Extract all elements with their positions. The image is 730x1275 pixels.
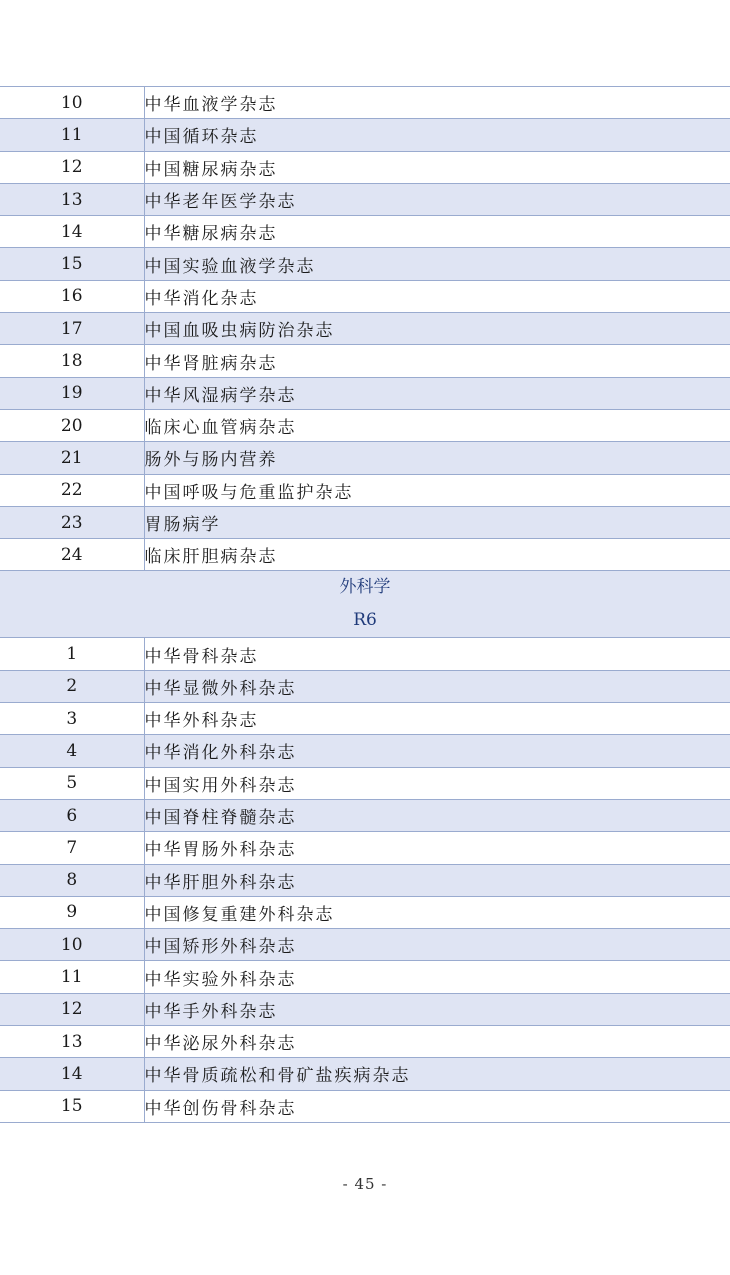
internal-medicine-rows	[0, 87, 730, 571]
journal-name: 临床肝胆病杂志	[144, 539, 730, 571]
table-row	[0, 961, 730, 993]
table-row	[0, 119, 730, 151]
journal-name: 中国修复重建外科杂志	[144, 896, 730, 928]
journal-name: 中华风湿病学杂志	[144, 377, 730, 409]
table-row	[0, 506, 730, 538]
table-row	[0, 1090, 730, 1122]
table-row	[0, 896, 730, 928]
row-number: 12	[0, 151, 144, 183]
table-row	[0, 87, 730, 119]
table-row	[0, 1058, 730, 1090]
journal-name: 临床心血管病杂志	[144, 409, 730, 441]
journal-name: 中国矫形外科杂志	[144, 929, 730, 961]
row-number: 15	[0, 248, 144, 280]
table-row	[0, 1026, 730, 1058]
row-number: 2	[0, 670, 144, 702]
row-number: 22	[0, 474, 144, 506]
row-number: 10	[0, 87, 144, 119]
section-header	[0, 571, 730, 638]
table-row	[0, 280, 730, 312]
journal-name: 中国循环杂志	[144, 119, 730, 151]
row-number: 4	[0, 735, 144, 767]
page-number: - 45 -	[342, 1175, 388, 1193]
table-row	[0, 993, 730, 1025]
journal-name: 中华显微外科杂志	[144, 670, 730, 702]
row-number: 10	[0, 929, 144, 961]
table-row	[0, 313, 730, 345]
row-number: 12	[0, 993, 144, 1025]
journal-name: 中华骨质疏松和骨矿盐疾病杂志	[144, 1058, 730, 1090]
row-number: 17	[0, 313, 144, 345]
row-number: 21	[0, 442, 144, 474]
row-number: 18	[0, 345, 144, 377]
row-number: 23	[0, 506, 144, 538]
row-number: 3	[0, 703, 144, 735]
row-number: 11	[0, 119, 144, 151]
table-row	[0, 767, 730, 799]
table-row	[0, 377, 730, 409]
row-number: 14	[0, 1058, 144, 1090]
table-row	[0, 216, 730, 248]
journal-name: 中华实验外科杂志	[144, 961, 730, 993]
table-row	[0, 442, 730, 474]
table-row	[0, 799, 730, 831]
table-row	[0, 183, 730, 215]
journal-name: 中华骨科杂志	[144, 638, 730, 670]
row-number: 13	[0, 1026, 144, 1058]
row-number: 5	[0, 767, 144, 799]
row-number: 24	[0, 539, 144, 571]
table-row	[0, 638, 730, 670]
table-row	[0, 539, 730, 571]
row-number: 11	[0, 961, 144, 993]
surgery-rows	[0, 638, 730, 1122]
table-row	[0, 474, 730, 506]
row-number: 19	[0, 377, 144, 409]
journal-name: 中国实验血液学杂志	[144, 248, 730, 280]
table-row	[0, 703, 730, 735]
journal-name: 中国脊柱脊髓杂志	[144, 799, 730, 831]
journal-name: 中华消化杂志	[144, 280, 730, 312]
journal-table	[0, 86, 730, 1123]
row-number: 9	[0, 896, 144, 928]
section-code: R6	[353, 610, 377, 631]
journal-name: 中华肾脏病杂志	[144, 345, 730, 377]
journal-name: 中华外科杂志	[144, 703, 730, 735]
table-row	[0, 409, 730, 441]
row-number: 1	[0, 638, 144, 670]
journal-name: 中华消化外科杂志	[144, 735, 730, 767]
journal-name: 中国呼吸与危重监护杂志	[144, 474, 730, 506]
row-number: 20	[0, 409, 144, 441]
section-title: 外科学	[339, 577, 391, 598]
journal-name: 中华创伤骨科杂志	[144, 1090, 730, 1122]
journal-name: 中华手外科杂志	[144, 993, 730, 1025]
journal-name: 中华糖尿病杂志	[144, 216, 730, 248]
journal-name: 中国实用外科杂志	[144, 767, 730, 799]
table-row	[0, 929, 730, 961]
journal-name: 肠外与肠内营养	[144, 442, 730, 474]
table-row	[0, 345, 730, 377]
journal-name: 中国血吸虫病防治杂志	[144, 313, 730, 345]
journal-name: 中华胃肠外科杂志	[144, 832, 730, 864]
table-row	[0, 864, 730, 896]
table-row	[0, 670, 730, 702]
journal-name: 中华血液学杂志	[144, 87, 730, 119]
table-row	[0, 151, 730, 183]
row-number: 16	[0, 280, 144, 312]
section-header-row	[0, 571, 730, 638]
table-row	[0, 248, 730, 280]
section-header-cell	[0, 571, 730, 638]
row-number: 15	[0, 1090, 144, 1122]
row-number: 7	[0, 832, 144, 864]
table-row	[0, 832, 730, 864]
journal-name: 胃肠病学	[144, 506, 730, 538]
row-number: 14	[0, 216, 144, 248]
journal-name: 中国糖尿病杂志	[144, 151, 730, 183]
journal-name: 中华肝胆外科杂志	[144, 864, 730, 896]
journal-name: 中华老年医学杂志	[144, 183, 730, 215]
row-number: 6	[0, 799, 144, 831]
row-number: 13	[0, 183, 144, 215]
journal-name: 中华泌尿外科杂志	[144, 1026, 730, 1058]
row-number: 8	[0, 864, 144, 896]
table-row	[0, 735, 730, 767]
